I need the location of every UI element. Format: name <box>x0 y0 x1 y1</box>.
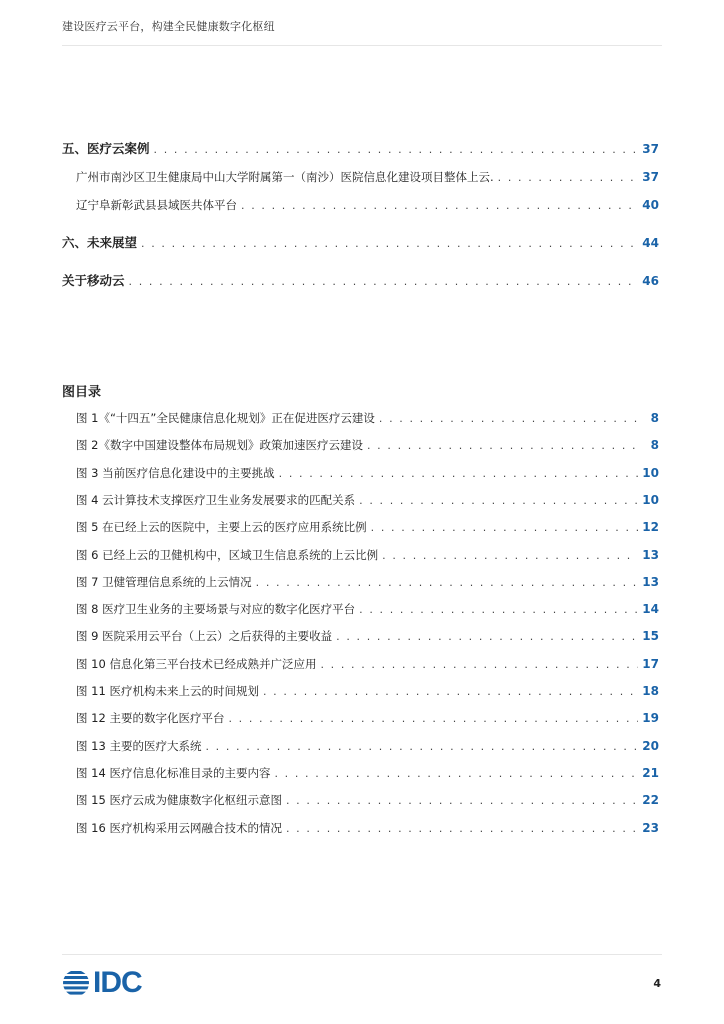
dot-leader <box>382 547 638 564</box>
figure-entry[interactable] <box>62 737 659 755</box>
figure-entry-title: 图 14 医疗信息化标准目录的主要内容 <box>76 765 271 780</box>
figure-entry-page: 17 <box>642 656 659 671</box>
dot-leader <box>286 792 638 809</box>
figure-entry[interactable] <box>62 518 659 536</box>
toc-entry-page: 44 <box>642 236 659 250</box>
toc-entry-title: 五、医疗云案例 <box>62 141 150 156</box>
figure-entry-title: 图 7 卫健管理信息系统的上云情况 <box>76 574 252 589</box>
figure-entry-title: 图 13 主要的医疗大系统 <box>76 738 202 753</box>
idc-globe-icon <box>62 969 90 997</box>
figure-entry[interactable] <box>62 764 659 782</box>
dot-leader <box>279 465 639 482</box>
figure-list-heading: 图目录 <box>62 385 102 400</box>
toc-entry-page: 40 <box>642 198 659 212</box>
figure-entry-title: 图 11 医疗机构未来上云的时间规划 <box>76 684 259 698</box>
dot-leader <box>320 656 638 673</box>
figure-entry-page: 20 <box>642 738 659 753</box>
figure-entry[interactable] <box>62 546 659 564</box>
figure-entry-title: 图 9 医院采用云平台（上云）之后获得的主要收益 <box>76 629 333 644</box>
dot-leader <box>359 492 638 509</box>
figure-entry-page: 13 <box>642 547 659 562</box>
figure-list <box>62 0 659 860</box>
dot-leader <box>379 410 639 427</box>
figure-entry-page: 14 <box>642 602 659 617</box>
figure-entry[interactable] <box>62 436 659 454</box>
figure-entry-title: 图 2《数字中国建设整体布局规划》政策加速医疗云建设 <box>76 438 363 453</box>
dot-leader <box>274 765 638 782</box>
dot-leader <box>371 519 639 536</box>
figure-entry[interactable] <box>62 819 659 837</box>
toc-entry-page: 37 <box>642 142 659 156</box>
figure-entry[interactable] <box>62 464 659 482</box>
dot-leader <box>228 710 638 727</box>
figure-entry-page: 18 <box>642 684 659 698</box>
figure-entry-page: 21 <box>642 765 659 780</box>
logo-wordmark: IDC <box>93 966 142 999</box>
figure-entry-title: 图 4 云计算技术支撑医疗卫生业务发展要求的匹配关系 <box>76 492 356 507</box>
dot-leader <box>205 738 638 755</box>
figure-entry-page: 12 <box>642 520 659 535</box>
figure-entry[interactable] <box>62 573 659 591</box>
figure-entry[interactable] <box>62 627 659 645</box>
toc-entry-page: 37 <box>642 170 659 184</box>
figure-entry[interactable] <box>62 600 659 618</box>
toc-entry-title: 关于移动云 <box>62 273 125 288</box>
toc-entry-title: 六、未来展望 <box>62 235 138 250</box>
toc-entry-title: 广州市南沙区卫生健康局中山大学附属第一（南沙）医院信息化建设项目整体上云. <box>76 170 494 184</box>
figure-entry-title: 图 12 主要的数字化医疗平台 <box>76 711 225 726</box>
figure-entry[interactable] <box>62 791 659 809</box>
page-number: 4 <box>653 977 661 990</box>
footer-divider <box>62 954 662 955</box>
figure-entry[interactable] <box>62 682 659 700</box>
figure-entry-page: 10 <box>642 492 659 507</box>
figure-entry-page: 22 <box>642 793 659 808</box>
dot-leader <box>336 628 638 645</box>
idc-logo <box>62 968 142 998</box>
figure-entry-title: 图 10 信息化第三平台技术已经成熟并广泛应用 <box>76 656 317 671</box>
dot-leader <box>367 437 639 454</box>
dot-leader <box>286 820 638 837</box>
figure-entry-title: 图 15 医疗云成为健康数字化枢纽示意图 <box>76 793 282 808</box>
toc-entry-page: 46 <box>642 274 659 288</box>
figure-entry-page: 19 <box>642 711 659 726</box>
figure-entry-page: 23 <box>642 820 659 835</box>
figure-entry-title: 图 5 在已经上云的医院中，主要上云的医疗应用系统比例 <box>76 520 367 535</box>
figure-entry-page: 15 <box>642 629 659 644</box>
figure-entry-page: 8 <box>650 438 659 453</box>
figure-entry-page: 8 <box>650 411 659 425</box>
figure-entry-page: 10 <box>642 465 659 480</box>
figure-entry[interactable] <box>62 409 659 427</box>
running-header: 建设医疗云平台，构建全民健康数字化枢纽 <box>62 20 275 33</box>
toc-entry-title: 辽宁阜新彰武县县域医共体平台 <box>76 198 237 212</box>
figure-entry[interactable] <box>62 491 659 509</box>
figure-entry-title: 图 8 医疗卫生业务的主要场景与对应的数字化医疗平台 <box>76 602 356 617</box>
figure-entry[interactable] <box>62 655 659 673</box>
dot-leader <box>263 683 638 700</box>
figure-entry-page: 13 <box>642 574 659 589</box>
dot-leader <box>256 574 639 591</box>
figure-entry[interactable] <box>62 709 659 727</box>
figure-entry-title: 图 1《“十四五”全民健康信息化规划》正在促进医疗云建设 <box>76 411 375 425</box>
figure-entry-title: 图 6 已经上云的卫健机构中，区域卫生信息系统的上云比例 <box>76 547 379 562</box>
figure-entry-title: 图 16 医疗机构采用云网融合技术的情况 <box>76 820 282 835</box>
dot-leader <box>359 601 638 618</box>
figure-entry-title: 图 3 当前医疗信息化建设中的主要挑战 <box>76 465 275 480</box>
